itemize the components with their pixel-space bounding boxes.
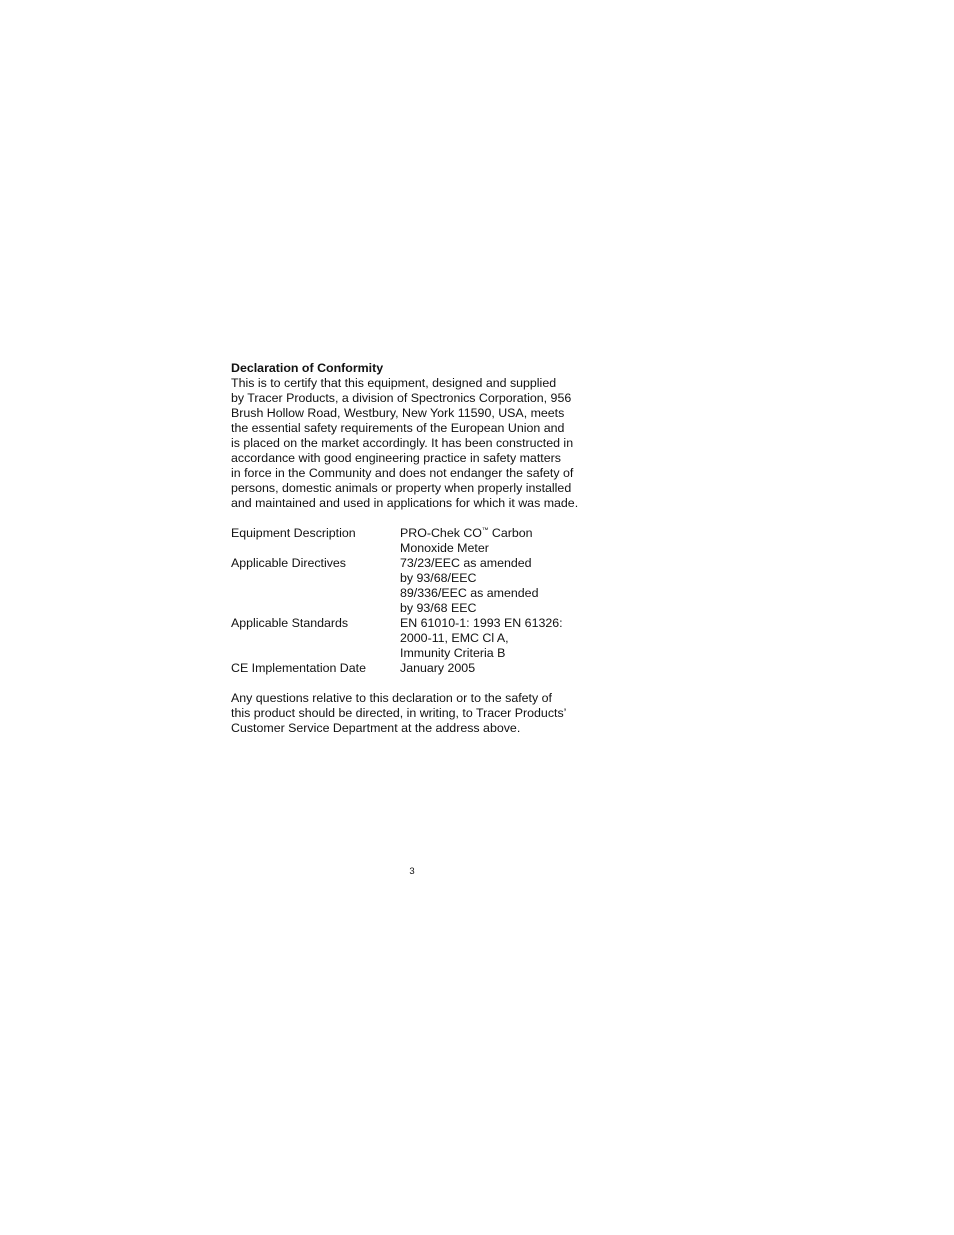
directive-line: 73/23/EEC as amended <box>400 556 532 570</box>
directive-line: 89/336/EEC as amended <box>400 586 539 600</box>
directive-line: by 93/68 EEC <box>400 601 477 615</box>
equipment-description-value <box>400 526 590 556</box>
intro-line: in force in the Community and does not endanger the safety of <box>231 466 574 480</box>
spacer <box>231 676 591 691</box>
applicable-directives-value <box>400 556 590 616</box>
date-line: January 2005 <box>400 661 476 675</box>
standard-line: Immunity Criteria B <box>400 646 506 660</box>
section-heading: Declaration of Conformity <box>231 361 384 375</box>
ce-implementation-date-value <box>400 661 590 676</box>
intro-line: Brush Hollow Road, Westbury, New York 11590, USA, meets <box>231 406 565 420</box>
intro-line: persons, domestic animals or property when properly installed <box>231 481 572 495</box>
intro-line: and maintained and used in applications for which it was made. <box>231 496 579 510</box>
page-number: 3 <box>409 866 415 877</box>
intro-paragraph <box>231 376 591 511</box>
equipment-description-label: Equipment Description <box>231 526 356 540</box>
intro-line: by Tracer Products, a division of Spectronics Corporation, 956 <box>231 391 572 405</box>
equipment-description-line <box>400 526 590 541</box>
closing-line: Any questions relative to this declaration or to the safety of <box>231 691 552 705</box>
ce-implementation-date-label: CE Implementation Date <box>231 661 366 675</box>
equipment-description-line: Monoxide Meter <box>400 541 489 555</box>
spacer <box>231 511 591 526</box>
product-name-suffix: Carbon <box>488 526 533 540</box>
applicable-standards-value <box>400 616 590 661</box>
intro-line: the essential safety requirements of the European Union and <box>231 421 565 435</box>
intro-line: This is to certify that this equipment, designed and supplied <box>231 376 557 390</box>
declaration-section <box>231 361 591 736</box>
intro-line: accordance with good engineering practice in safety matters <box>231 451 561 465</box>
closing-paragraph <box>231 691 591 736</box>
product-name: PRO-Chek CO <box>400 526 482 540</box>
closing-line: this product should be directed, in writing, to Tracer Products’ <box>231 706 567 720</box>
standard-line: EN 61010-1: 1993 EN 61326: <box>400 616 563 630</box>
standard-line: 2000-11, EMC Cl A, <box>400 631 509 645</box>
applicable-directives-label: Applicable Directives <box>231 556 347 570</box>
closing-line: Customer Service Department at the address above. <box>231 721 521 735</box>
directive-line: by 93/68/EEC <box>400 571 477 585</box>
trademark-symbol: ™ <box>481 527 489 534</box>
specification-table <box>231 526 591 676</box>
applicable-standards-label: Applicable Standards <box>231 616 349 630</box>
intro-line: is placed on the market accordingly. It has been constructed in <box>231 436 574 450</box>
